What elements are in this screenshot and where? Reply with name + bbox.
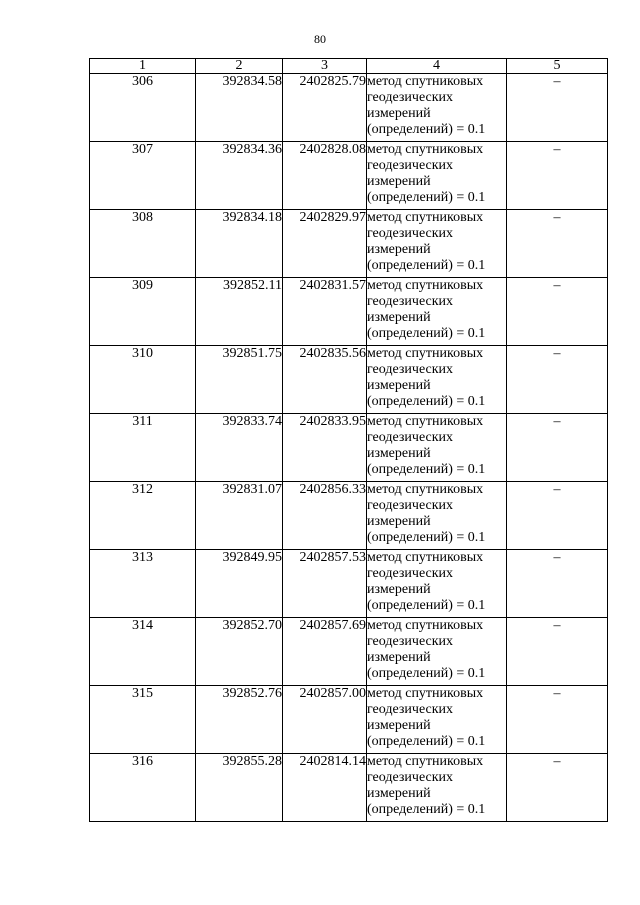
y-coordinate-cell: 2402857.00 [283,686,367,754]
method-line: геодезических [367,90,454,105]
note-cell: – [507,210,608,278]
y-coordinate-cell: 2402825.79 [283,74,367,142]
header-row [90,59,608,74]
x-coordinate-cell: 392834.36 [196,142,283,210]
x-coordinate-cell: 392834.18 [196,210,283,278]
table-row [90,346,608,414]
method-cell [367,142,507,210]
table-row [90,686,608,754]
method-line: (определений) = 0.1 [367,394,486,409]
header-col-4: 4 [367,59,507,74]
method-line: измерений [367,582,431,597]
y-coordinate-cell: 2402857.53 [283,550,367,618]
method-line: метод спутниковых [367,618,484,633]
table-row [90,142,608,210]
header-col-5: 5 [507,59,608,74]
point-number-cell: 306 [90,74,196,142]
method-line: метод спутниковых [367,550,484,565]
note-cell: – [507,414,608,482]
x-coordinate-cell: 392851.75 [196,346,283,414]
point-number-cell: 313 [90,550,196,618]
method-line: измерений [367,514,431,529]
table-row [90,210,608,278]
method-line: (определений) = 0.1 [367,598,486,613]
method-line: метод спутниковых [367,482,484,497]
point-number-cell: 308 [90,210,196,278]
x-coordinate-cell: 392833.74 [196,414,283,482]
method-line: метод спутниковых [367,142,484,157]
x-coordinate-cell: 392852.76 [196,686,283,754]
method-line: геодезических [367,634,454,649]
x-coordinate-cell: 392855.28 [196,754,283,822]
table-row [90,414,608,482]
point-number-cell: 316 [90,754,196,822]
method-line: метод спутниковых [367,346,484,361]
method-line: (определений) = 0.1 [367,326,486,341]
coordinates-table [89,58,608,822]
method-line: (определений) = 0.1 [367,258,486,273]
header-col-3: 3 [283,59,367,74]
method-line: метод спутниковых [367,74,484,89]
method-cell [367,482,507,550]
table-row [90,278,608,346]
method-line: метод спутниковых [367,754,484,769]
method-line: геодезических [367,158,454,173]
method-line: метод спутниковых [367,210,484,225]
table-row [90,618,608,686]
method-line: измерений [367,174,431,189]
method-cell [367,278,507,346]
table-header [90,59,608,74]
note-cell: – [507,618,608,686]
method-line: (определений) = 0.1 [367,122,486,137]
method-line: (определений) = 0.1 [367,190,486,205]
x-coordinate-cell: 392849.95 [196,550,283,618]
method-line: метод спутниковых [367,686,484,701]
method-line: геодезических [367,498,454,513]
x-coordinate-cell: 392834.58 [196,74,283,142]
method-cell [367,686,507,754]
point-number-cell: 307 [90,142,196,210]
table-body [90,74,608,822]
note-cell: – [507,754,608,822]
method-line: измерений [367,242,431,257]
method-line: геодезических [367,430,454,445]
note-cell: – [507,550,608,618]
method-cell [367,618,507,686]
note-cell: – [507,686,608,754]
method-line: геодезических [367,566,454,581]
method-line: метод спутниковых [367,278,484,293]
method-line: измерений [367,310,431,325]
y-coordinate-cell: 2402856.33 [283,482,367,550]
note-cell: – [507,74,608,142]
method-line: (определений) = 0.1 [367,530,486,545]
method-line: измерений [367,446,431,461]
method-line: (определений) = 0.1 [367,666,486,681]
page-number: 80 [314,32,326,46]
method-line: (определений) = 0.1 [367,462,486,477]
y-coordinate-cell: 2402814.14 [283,754,367,822]
method-line: геодезических [367,362,454,377]
method-line: метод спутниковых [367,414,484,429]
point-number-cell: 315 [90,686,196,754]
method-line: измерений [367,786,431,801]
y-coordinate-cell: 2402833.95 [283,414,367,482]
method-line: геодезических [367,226,454,241]
note-cell: – [507,482,608,550]
table-row [90,74,608,142]
method-line: (определений) = 0.1 [367,802,486,817]
header-col-2: 2 [196,59,283,74]
method-cell [367,346,507,414]
method-line: измерений [367,718,431,733]
method-cell [367,414,507,482]
method-line: геодезических [367,770,454,785]
table-row [90,482,608,550]
method-line: (определений) = 0.1 [367,734,486,749]
method-line: геодезических [367,294,454,309]
header-col-1: 1 [90,59,196,74]
point-number-cell: 311 [90,414,196,482]
note-cell: – [507,142,608,210]
table-row [90,754,608,822]
y-coordinate-cell: 2402835.56 [283,346,367,414]
point-number-cell: 310 [90,346,196,414]
y-coordinate-cell: 2402829.97 [283,210,367,278]
method-line: измерений [367,650,431,665]
point-number-cell: 309 [90,278,196,346]
y-coordinate-cell: 2402828.08 [283,142,367,210]
point-number-cell: 314 [90,618,196,686]
method-line: измерений [367,378,431,393]
method-cell [367,754,507,822]
method-line: измерений [367,106,431,121]
method-line: геодезических [367,702,454,717]
note-cell: – [507,278,608,346]
y-coordinate-cell: 2402831.57 [283,278,367,346]
x-coordinate-cell: 392852.70 [196,618,283,686]
y-coordinate-cell: 2402857.69 [283,618,367,686]
method-cell [367,74,507,142]
table-row [90,550,608,618]
method-cell [367,550,507,618]
note-cell: – [507,346,608,414]
point-number-cell: 312 [90,482,196,550]
x-coordinate-cell: 392852.11 [196,278,283,346]
x-coordinate-cell: 392831.07 [196,482,283,550]
method-cell [367,210,507,278]
